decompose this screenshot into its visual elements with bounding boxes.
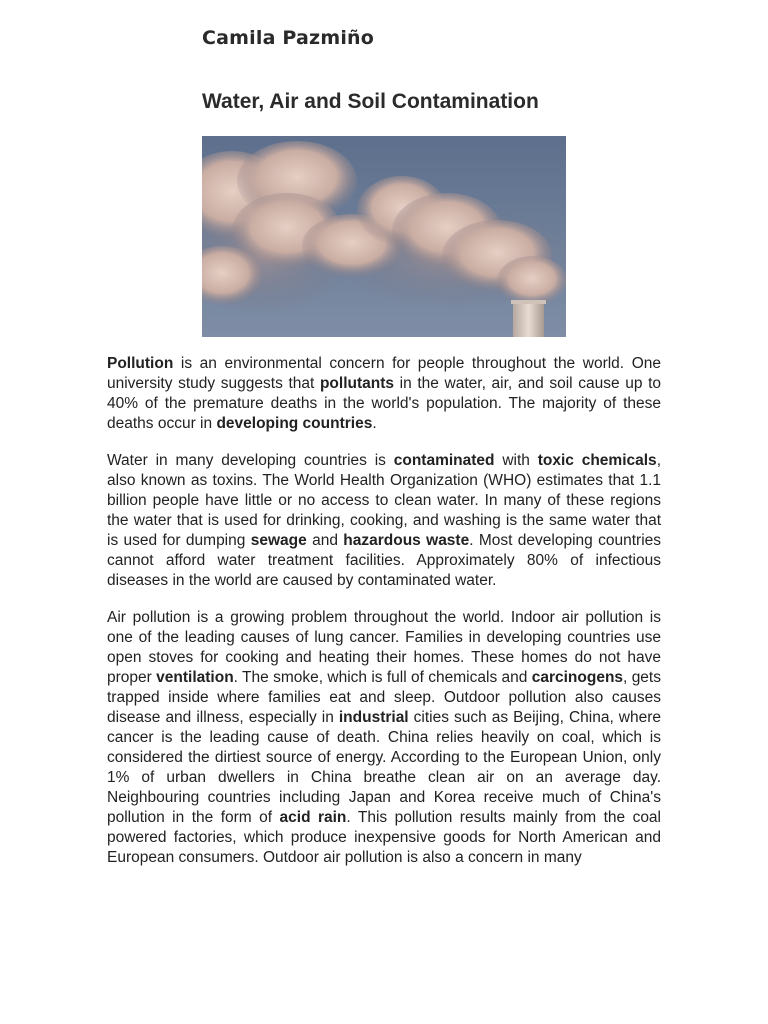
bold-term: sewage: [250, 532, 307, 549]
bold-term: Pollution: [107, 355, 174, 372]
bold-term: pollutants: [319, 375, 395, 392]
text-run: , gets trapped inside where families eat and sleep. Outdoor pollution also causes disease and illness, especially in: [107, 669, 661, 726]
bold-term: ventilation: [156, 669, 234, 686]
author-name: Camila Pazmiño: [202, 27, 375, 49]
text-run: and: [306, 532, 344, 549]
smokestack-photo: [202, 136, 566, 337]
bold-term: contaminated: [393, 452, 495, 469]
text-run: , also known as toxins. The World Health Organization (WHO) estimates that 1.1 billion people have little or no access to clean water. In many of these regions the water that is used for drinking, cooking, and washing is the same water that is used for dumping: [107, 452, 661, 549]
text-run: Water in many developing countries is: [107, 452, 394, 469]
bold-term: hazardous waste: [343, 532, 470, 549]
text-run: . Most developing countries cannot afford water treatment facilities. Approximately 80% of infectious diseases in the world are caused by contaminated water.: [107, 532, 662, 589]
text-run: Air pollution is a growing problem throughout the world. Indoor air pollution is one of the leading causes of lung cancer. Families in developing countries use open stoves for cooking and heating their homes. These homes do not have proper: [107, 609, 661, 686]
article-body: [107, 354, 661, 885]
paragraph-2: [107, 451, 661, 591]
paragraph-1: [107, 354, 661, 434]
bold-term: carcinogens: [531, 669, 624, 686]
text-run: .: [372, 415, 377, 432]
bold-term: toxic chemicals: [537, 452, 657, 469]
text-run: cities such as Beijing, China, where cancer is the leading cause of death. China relies heavily on coal, which is considered the dirtiest source of energy. According to the European Union, only 1% of urban dwellers in China breathe clean air on an average day. Neighbouring countries including Japan and Korea receive much of China's pollution in the form of: [107, 709, 661, 826]
text-run: is an environmental concern for people throughout the world. One university study suggests that: [107, 355, 661, 392]
bold-term: developing countries: [216, 415, 373, 432]
bold-term: acid rain: [279, 809, 347, 826]
text-run: in the water, air, and soil cause up to 40% of the premature deaths in the world's population. The majority of these deaths occur in: [107, 375, 662, 432]
text-run: . This pollution results mainly from the coal powered factories, which produce inexpensive goods for North American and European consumers. Outdoor air pollution is also a concern in many: [107, 809, 661, 866]
paragraph-3: [107, 608, 661, 868]
text-run: . The smoke, which is full of chemicals and: [233, 669, 532, 686]
document-title: Water, Air and Soil Contamination: [202, 90, 539, 113]
text-run: with: [494, 452, 538, 469]
bold-term: industrial: [338, 709, 409, 726]
